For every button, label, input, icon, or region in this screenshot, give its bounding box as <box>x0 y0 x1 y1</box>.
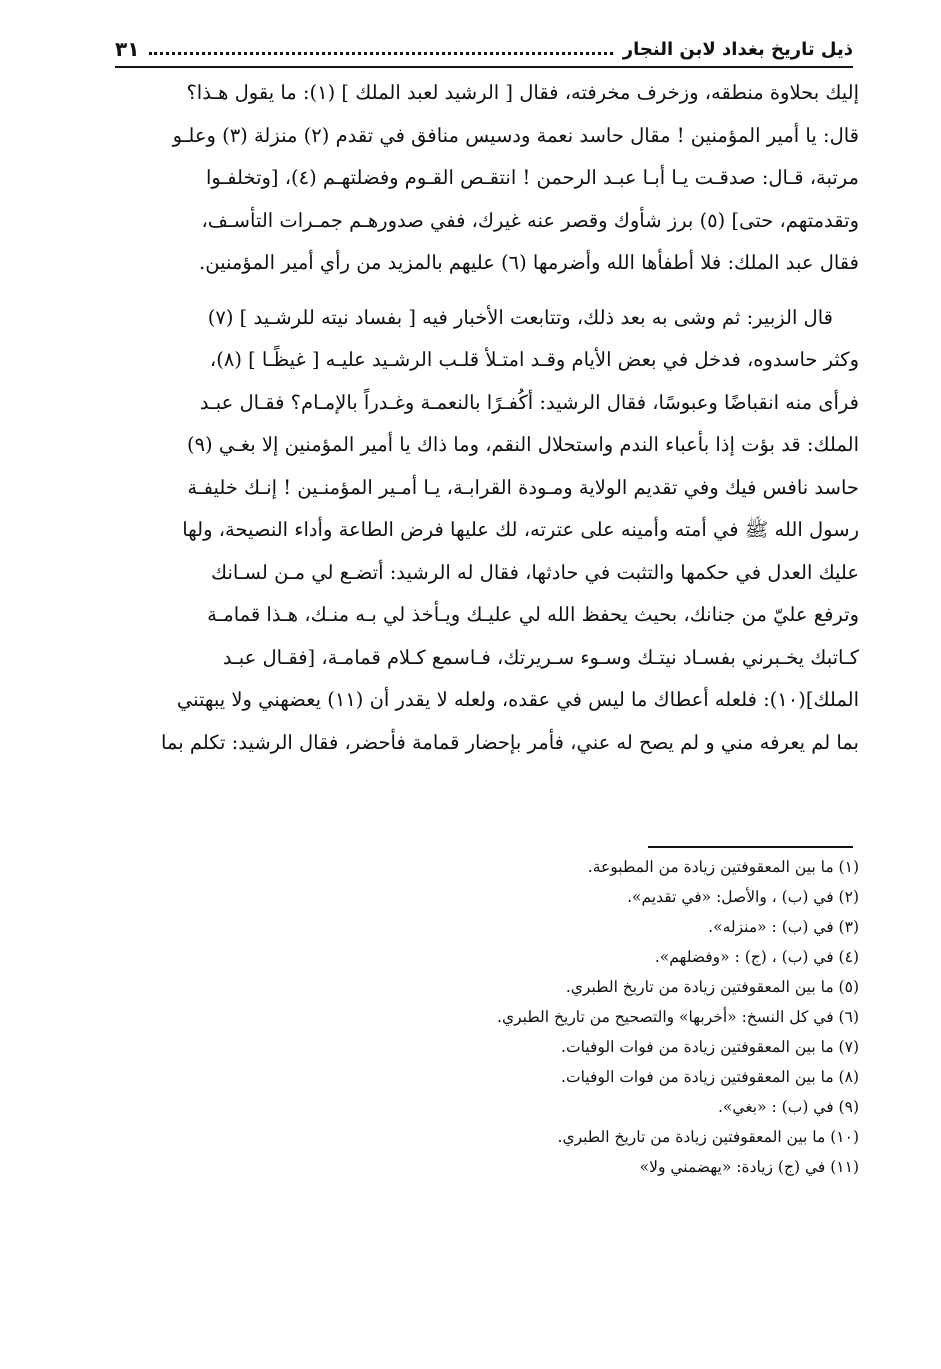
footnote: (٥) ما بين المعقوفتين زيادة من تاريخ الطبري. <box>565 978 859 996</box>
text-line: وكثر حاسدوه، فدخل في بعض الأيام وقـد امتـلأ قلـب الرشـيد عليـه [ غيظًـا ] (٨)، <box>209 348 859 371</box>
footnote: (١) ما بين المعقوفتين زيادة من المطبوعة. <box>587 858 859 876</box>
paragraph-gap <box>110 285 859 297</box>
running-header <box>115 34 853 64</box>
footnote: (٣) في (ب) : «منزله». <box>708 918 859 936</box>
text-line: بما لم يعرفه مني و لم يصح له عني، فأمر بإحضار قمامة فأحضر، فقال الرشيد: تكلم بما <box>160 730 859 754</box>
book-title: ذيل تاريخ بغداد لابن النجار <box>622 38 853 60</box>
text-line: قال: يا أمير المؤمنين ! مقال حاسد نعمة ودسيس منافق في تقدم (٢) منزلة (٣) وعلـو <box>172 123 859 147</box>
footnote: (١١) في (ج) زيادة: «يهضمني ولا» <box>639 1158 859 1176</box>
text-line: وتقدمتهم، حتى] (٥) برز شأوك وقصر عنه غيرك، ففي صدورهـم جمـرات التأسـف، <box>201 208 859 232</box>
text-line: فرأى منه انقباضًا وعبوسًا، فقال الرشيد: أكُفـرًا بالنعمـة وغـدراً بالإمـام؟ فقـال عبـد <box>199 390 859 414</box>
text-line: فقال عبد الملك: فلا أطفأها الله وأضرمها (٦) عليهم بالمزيد من رأي أمير المؤمنين. <box>199 251 859 274</box>
footnote: (٧) ما بين المعقوفتين زيادة من فوات الوفيات. <box>561 1038 859 1056</box>
footnote: (٤) في (ب) ، (ج) : «وفضلهم». <box>654 948 859 966</box>
footnote: (٢) في (ب) ، والأصل: «في تقديم». <box>627 888 859 906</box>
text-line: كـاتبك يخـبرني بفسـاد نيتـك وسـوء سـريرتك، فـاسمع كـلام قمامـة، [فقـال عبـد <box>222 645 859 669</box>
text-line: الملك](١٠): فلعله أعطاك ما ليس في عقده، ولعله لا يقدر أن (١١) يعضهني ولا يبهتني <box>176 688 859 711</box>
text-line: إليك بحلاوة منطقه، وزخرف مخرفته، فقال [ الرشيد لعبد الملك ] (١): ما يقول هـذا؟ <box>186 81 859 104</box>
page-number: ٣١ <box>115 37 140 61</box>
footnote-rule <box>648 846 853 848</box>
text-line: الملك: قد بؤت إذا بأعباء الندم واستحلال النقم، وما ذاك يا أمير المؤمنين إلا بغـي (٩) <box>186 433 859 456</box>
text-line: عليك العدل في حكمها والتثبت في حادثها، فقال له الرشيد: أتضـع لي مـن لسـانك <box>211 560 859 584</box>
text-line: رسول الله ﷺ في أمته وأمينه على عترته، لك عليها فرض الطاعة وأداء النصيحة، ولها <box>182 518 859 541</box>
footnote: (٦) في كل النسخ: «أخربها» والتصحيح من تاريخ الطبري. <box>497 1008 859 1026</box>
footnote: (٩) في (ب) : «بغي». <box>718 1098 859 1116</box>
text-line: مرتبة، قـال: صدقـت يـا أبـا عبـد الرحمن ! انتقـص القـوم وفضلتهـم (٤)، [وتخلفـوا <box>205 166 859 189</box>
header-rule <box>115 66 853 68</box>
main-text <box>110 72 859 764</box>
footnotes <box>300 852 859 1182</box>
text-line: وترفع عليّ من جنانك، بحيث يحفظ الله لي عليـك ويـأخذ لي بـه منـك، هـذا قمامـة <box>207 603 859 626</box>
footnote: (٨) ما بين المعقوفتين زيادة من فوات الوفيات. <box>561 1068 859 1086</box>
dotted-leader <box>149 52 612 55</box>
text-line: قال الزبير: ثم وشى به بعد ذلك، وتتابعت الأخبار فيه [ بفساد نيته للرشـيد ] (٧) <box>207 305 833 329</box>
text-line: حاسد نافس فيك وفي تقديم الولاية ومـودة القرابـة، يـا أمـير المؤمنـين ! إنـك خليفـة <box>187 475 859 499</box>
footnote: (١٠) ما بين المعقوفتين زيادة من تاريخ الطبري. <box>557 1128 859 1146</box>
